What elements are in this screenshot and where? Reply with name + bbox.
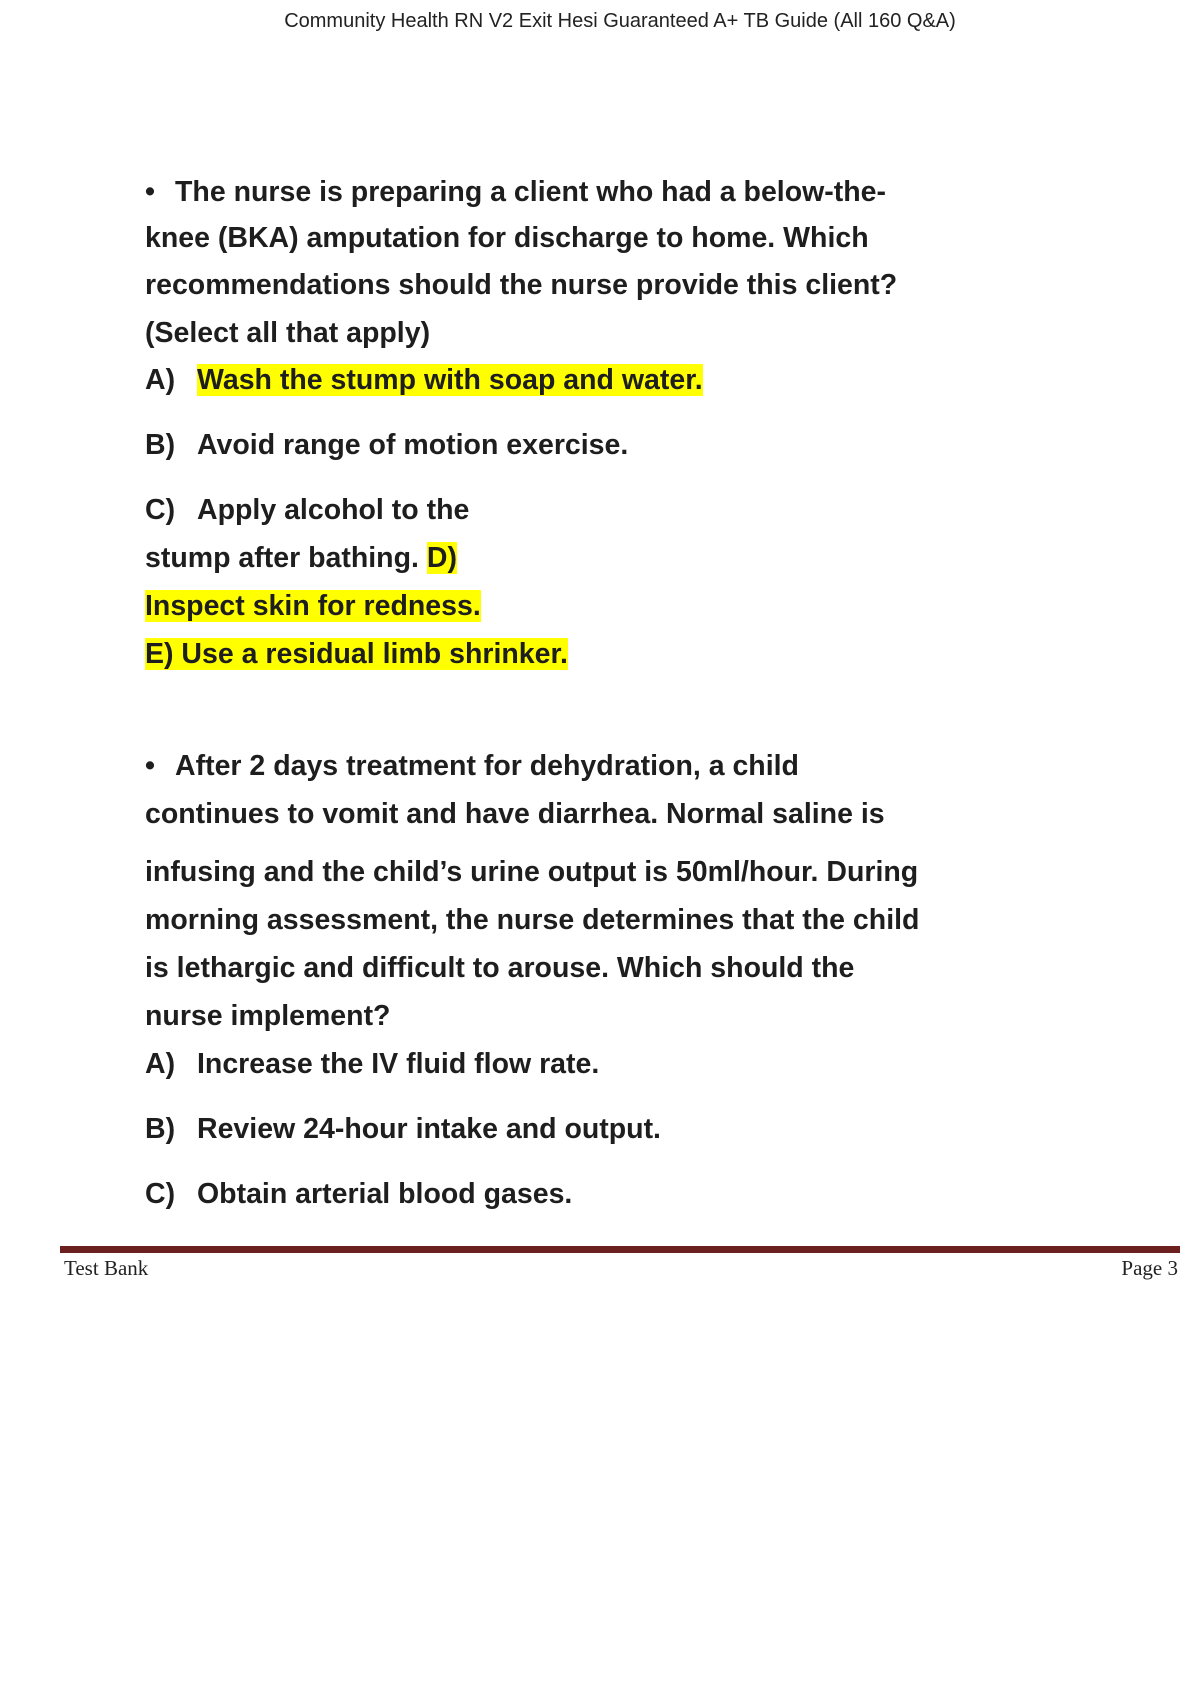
- option-text: Review 24-hour intake and output.: [197, 1113, 661, 1145]
- question2-line-4: morning assessment, the nurse determines that the child: [145, 904, 920, 936]
- question2-line-2: continues to vomit and have diarrhea. Normal saline is: [145, 798, 885, 830]
- question1-line-1: [145, 176, 886, 209]
- option-text: Obtain arterial blood gases.: [197, 1178, 573, 1210]
- option-text-highlighted: Wash the stump with soap and water.: [197, 364, 703, 396]
- question1-line-2: knee (BKA) amputation for discharge to home. Which: [145, 222, 869, 254]
- question1-text: The nurse is preparing a client who had a below-the-: [175, 176, 887, 208]
- question1-option-e: [145, 638, 568, 671]
- question2-line-1: [145, 750, 799, 783]
- question2-line-5: is lethargic and difficult to arouse. Which should the: [145, 952, 855, 984]
- bullet-icon: •: [145, 176, 155, 208]
- question2-option-a: [145, 1048, 599, 1081]
- option-text: Apply alcohol to the: [197, 494, 470, 526]
- question1-line-3: recommendations should the nurse provide this client?: [145, 269, 898, 301]
- page-number: Page 3: [1121, 1256, 1178, 1280]
- question1-line-4: (Select all that apply): [145, 317, 431, 349]
- option-letter: C): [145, 494, 176, 526]
- question1-option-b: [145, 429, 628, 462]
- option-letter: B): [145, 429, 176, 461]
- option-letter: C): [145, 1178, 176, 1210]
- option-text: stump after bathing.: [145, 542, 419, 574]
- footer-left-label: Test Bank: [64, 1256, 149, 1280]
- question2-text: After 2 days treatment for dehydration, a child: [175, 750, 799, 782]
- question1-option-c: [145, 494, 469, 527]
- option-letter: B): [145, 1113, 176, 1145]
- option-text-highlighted: E) Use a residual limb shrinker.: [145, 638, 568, 670]
- running-header: Community Health RN V2 Exit Hesi Guaranteed A+ TB Guide (All 160 Q&A): [284, 10, 956, 32]
- bullet-icon: •: [145, 750, 155, 782]
- option-text: Avoid range of motion exercise.: [197, 429, 629, 461]
- question2-option-b: [145, 1113, 661, 1146]
- option-letter: A): [145, 1048, 176, 1080]
- footer-divider: [60, 1246, 1180, 1253]
- question1-option-a: [145, 364, 703, 397]
- option-letter-highlighted: D): [426, 542, 457, 574]
- question1-option-d: [145, 590, 481, 623]
- question2-option-c: [145, 1178, 572, 1211]
- option-text: Increase the IV fluid flow rate.: [197, 1048, 600, 1080]
- question2-line-3: infusing and the child’s urine output is 50ml/hour. During: [145, 856, 919, 888]
- option-text-highlighted: Inspect skin for redness.: [145, 590, 481, 622]
- question1-option-c-cont: [145, 542, 457, 575]
- option-letter: A): [145, 364, 176, 396]
- question2-line-6: nurse implement?: [145, 1000, 391, 1032]
